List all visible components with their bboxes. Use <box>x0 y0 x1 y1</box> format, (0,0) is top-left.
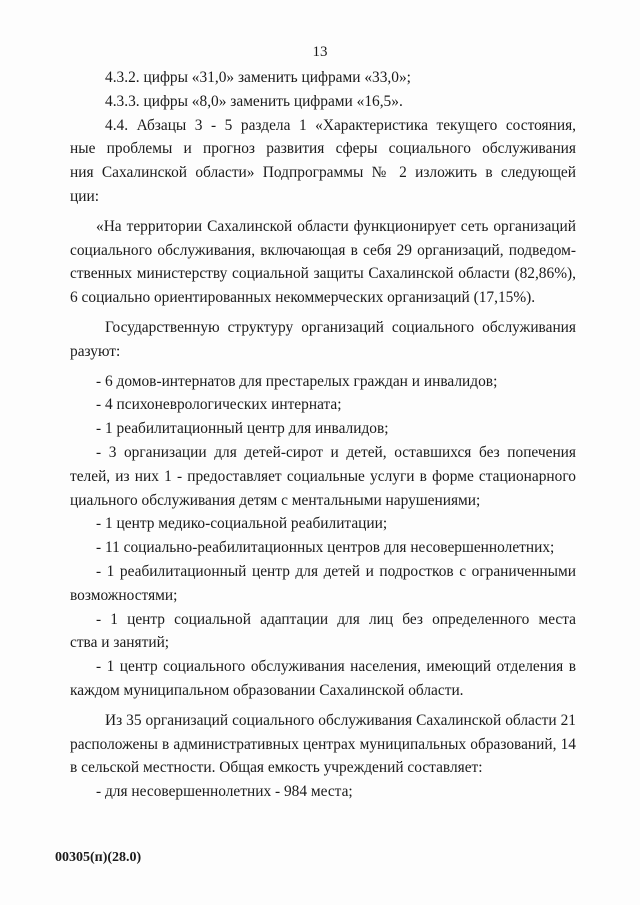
page-number: 13 <box>312 44 328 60</box>
list-item: - 4 психоневрологических интерната; <box>96 396 342 414</box>
text-line: возможностями; <box>70 586 178 604</box>
list-item: - 1 центр медико-социальной реабилитации; <box>96 515 388 533</box>
list-item: - 1 реабилитационный центр для инвалидов; <box>96 420 389 438</box>
text-line: ния Сахалинской области» Подпрограммы № 2 изложить в следующей <box>70 164 576 182</box>
text-line: социального обслуживания, включающая в себя 29 организаций, подведом- <box>70 241 576 259</box>
text-line: 6 социально ориентированных некоммерческих организаций (17,15%). <box>70 289 536 307</box>
text-line: 4.4. Абзацы 3 - 5 раздела 1 «Характеристика текущего состояния, <box>105 116 576 134</box>
list-item: - 1 центр социальной адаптации для лиц без определенного места <box>96 610 576 628</box>
list-item: - 1 центр социального обслуживания населения, имеющий отделения в <box>96 658 576 676</box>
text-line: ственных министерству социальной защиты Сахалинской области (82,86%), <box>70 265 576 283</box>
text-line: телей, из них 1 - предоставляет социальные услуги в форме стационарного <box>70 467 576 485</box>
document-body <box>70 66 576 804</box>
list-item: - для несовершеннолетних - 984 места; <box>96 783 353 801</box>
text-line: 4.3.2. цифры «31,0» заменить цифрами «33,0»; <box>105 69 411 86</box>
text-line: в сельской местности. Общая емкость учреждений составляет: <box>70 759 483 777</box>
text-line: ные проблемы и прогноз развития сферы социального обслуживания <box>70 140 576 158</box>
list-item: - 3 организации для детей-сирот и детей, оставшихся без попечения <box>96 443 576 461</box>
text-line: «На территории Сахалинской области функционирует сеть организаций <box>96 217 576 235</box>
list-item: - 11 социально-реабилитационных центров для несовершеннолетних; <box>96 539 555 557</box>
text-line: 4.3.3. цифры «8,0» заменить цифрами «16,5». <box>105 92 403 110</box>
text-line: расположены в административных центрах муниципальных образований, 14 <box>70 735 576 753</box>
list-item: - 6 домов-интернатов для престарелых граждан и инвалидов; <box>96 372 498 390</box>
text-line: каждом муниципальном образовании Сахалинской области. <box>70 681 464 699</box>
list-item: - 1 реабилитационный центр для детей и подростков с ограниченными <box>96 562 576 580</box>
text-line: разуют: <box>70 342 121 360</box>
document-code: 00305(п)(28.0) <box>55 850 142 865</box>
text-line: циального обслуживания детям с ментальными нарушениями; <box>70 491 481 509</box>
text-line: Из 35 организаций социального обслуживания Сахалинской области 21 <box>105 711 576 729</box>
text-line: ции: <box>70 187 99 205</box>
text-line: ства и занятий; <box>70 634 170 652</box>
text-line: Государственную структуру организаций социального обслуживания <box>105 318 576 336</box>
